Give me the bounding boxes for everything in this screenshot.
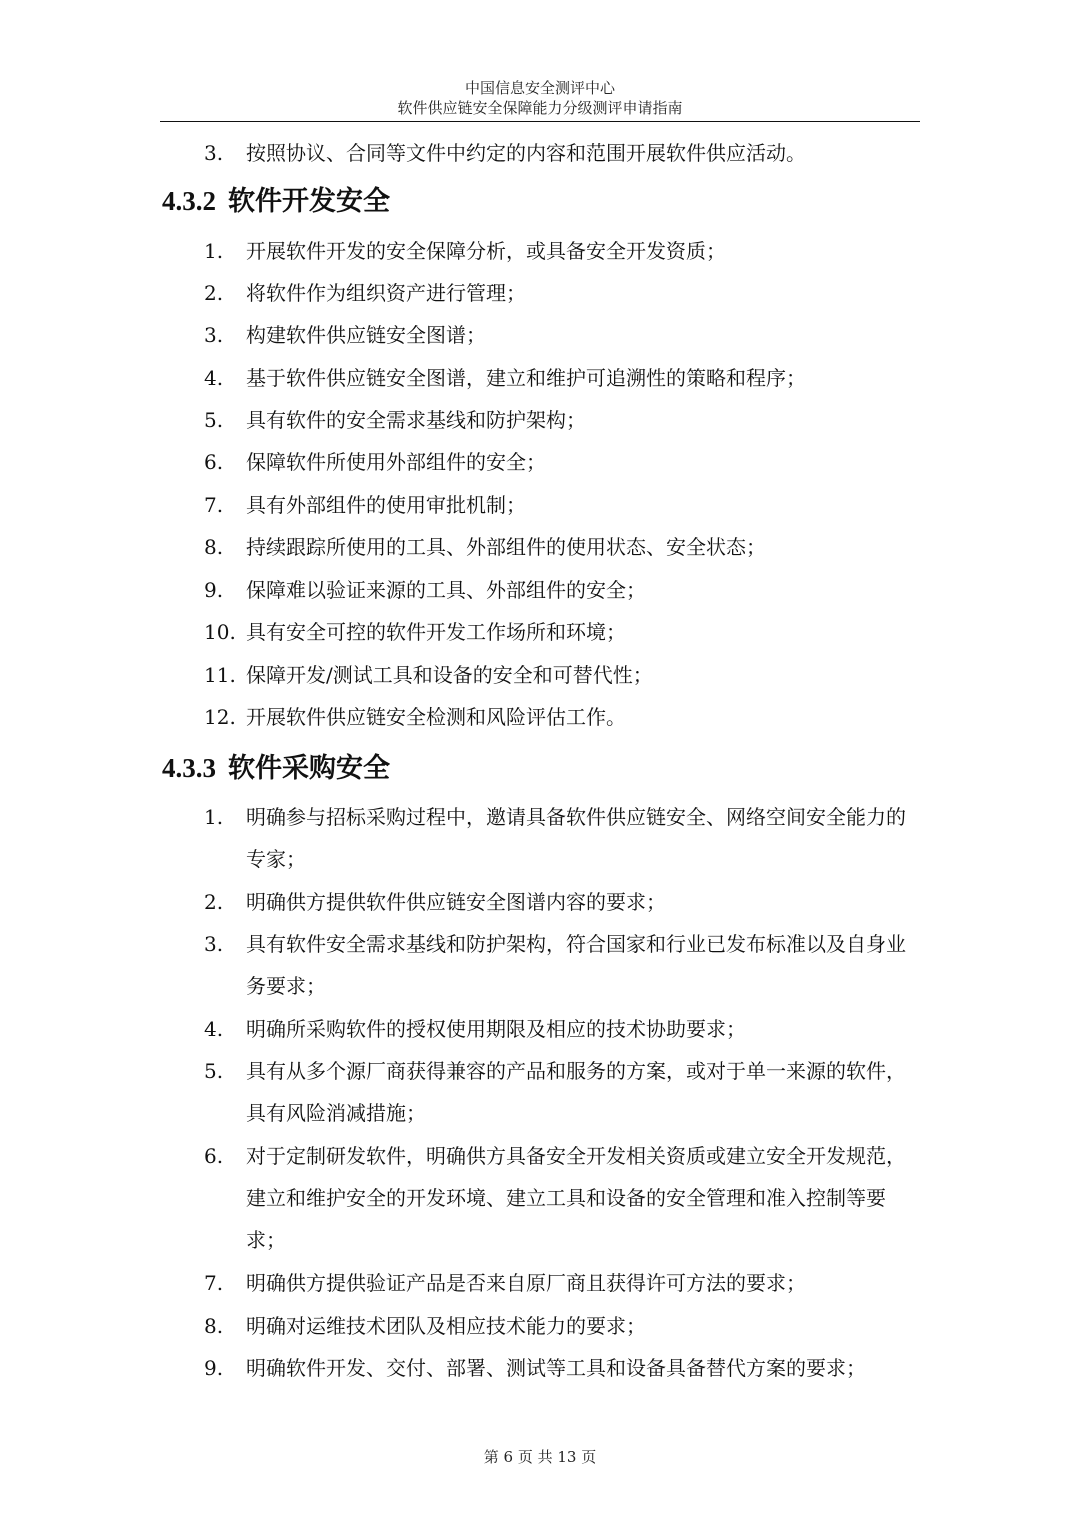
list-item-number: 9. — [204, 578, 224, 602]
list-item-number: 3. — [204, 323, 224, 347]
list-item — [204, 796, 924, 880]
list-item-number: 11. — [204, 663, 236, 687]
list-item — [204, 314, 924, 356]
list-item-number: 7. — [204, 1271, 224, 1295]
list-item-number: 2. — [204, 890, 224, 914]
list-item-text: 具有安全可控的软件开发工作场所和环境； — [246, 620, 626, 644]
list-item — [204, 441, 924, 483]
list-item-text: 明确参与招标采购过程中，邀请具备软件供应链安全、网络空间安全能力的专家； — [246, 805, 906, 871]
list-item — [204, 1347, 924, 1389]
section-title: 软件开发安全 — [228, 186, 390, 217]
list-item-text: 具有外部组件的使用审批机制； — [246, 493, 526, 517]
list-item-number: 3. — [204, 932, 224, 956]
list-item-text: 开展软件开发的安全保障分析，或具备安全开发资质； — [246, 239, 726, 263]
list-item-number: 9. — [204, 1356, 224, 1380]
section-heading-4-3-3 — [162, 748, 390, 789]
page-header — [160, 78, 920, 118]
header-document-title: 软件供应链安全保障能力分级测评申请指南 — [397, 99, 683, 117]
list-item — [204, 272, 924, 314]
list-item-number: 12. — [204, 705, 236, 729]
list-item — [204, 654, 924, 696]
section-title: 软件采购安全 — [228, 753, 390, 784]
list-item — [204, 1008, 924, 1050]
list-item-number: 5. — [204, 408, 224, 432]
list-item — [204, 1050, 924, 1134]
list-item-text: 明确对运维技术团队及相应技术能力的要求； — [246, 1314, 646, 1338]
list-item-number: 4. — [204, 366, 224, 390]
list-item — [204, 923, 924, 1007]
list-item-text: 明确供方提供验证产品是否来自原厂商且获得许可方法的要求； — [246, 1271, 806, 1295]
list-item — [204, 881, 924, 923]
list-item-text: 基于软件供应链安全图谱，建立和维护可追溯性的策略和程序； — [246, 366, 806, 390]
header-organization: 中国信息安全测评中心 — [464, 79, 615, 97]
list-item-text: 保障软件所使用外部组件的安全； — [246, 450, 546, 474]
list-item-text: 将软件作为组织资产进行管理； — [246, 281, 526, 305]
list-item — [204, 696, 924, 738]
list-item-text: 保障开发/测试工具和设备的安全和可替代性； — [246, 663, 653, 687]
list-item-text: 明确软件开发、交付、部署、测试等工具和设备具备替代方案的要求； — [246, 1356, 866, 1380]
list-item-text: 具有从多个源厂商获得兼容的产品和服务的方案，或对于单一来源的软件，具有风险消减措施； — [246, 1059, 906, 1125]
list-item-text: 持续跟踪所使用的工具、外部组件的使用状态、安全状态； — [246, 535, 766, 559]
header-divider — [160, 121, 920, 122]
list-item-number: 10. — [204, 620, 236, 644]
list-item-text: 构建软件供应链安全图谱； — [246, 323, 486, 347]
list-item-number: 6. — [204, 450, 224, 474]
list-item — [204, 132, 924, 174]
section-number: 4.3.3 — [162, 753, 216, 783]
page-footer — [160, 1446, 920, 1467]
list-item-text: 具有软件的安全需求基线和防护架构； — [246, 408, 586, 432]
list-item-number: 1. — [204, 239, 224, 263]
list-item — [204, 230, 924, 272]
list-item-text: 开展软件供应链安全检测和风险评估工作。 — [246, 705, 626, 729]
list-item-text: 具有软件安全需求基线和防护架构，符合国家和行业已发布标准以及自身业务要求； — [246, 932, 906, 998]
list-item-text: 按照协议、合同等文件中约定的内容和范围开展软件供应活动。 — [246, 141, 806, 165]
list-item-number: 5. — [204, 1059, 224, 1083]
list-item — [204, 1305, 924, 1347]
list-item-number: 8. — [204, 535, 224, 559]
list-item — [204, 1135, 924, 1261]
list-item-number: 6. — [204, 1144, 224, 1168]
list-item — [204, 611, 924, 653]
list-item-text: 对于定制研发软件，明确供方具备安全开发相关资质或建立安全开发规范，建立和维护安全的开发环境、建立工具和设备的安全管理和准入控制等要求； — [246, 1144, 906, 1252]
list-item — [204, 526, 924, 568]
list-item-number: 7. — [204, 493, 224, 517]
list-item — [204, 357, 924, 399]
list-item — [204, 569, 924, 611]
section-number: 4.3.2 — [162, 186, 216, 216]
list-item-number: 3. — [204, 141, 224, 165]
list-item-text: 明确供方提供软件供应链安全图谱内容的要求； — [246, 890, 666, 914]
list-item — [204, 399, 924, 441]
page-number: 第 6 页 共 13 页 — [483, 1448, 597, 1466]
list-item-text: 明确所采购软件的授权使用期限及相应的技术协助要求； — [246, 1017, 746, 1041]
list-item-number: 1. — [204, 805, 224, 829]
list-item-number: 8. — [204, 1314, 224, 1338]
list-item — [204, 1262, 924, 1304]
list-item-number: 4. — [204, 1017, 224, 1041]
list-item — [204, 484, 924, 526]
section-heading-4-3-2 — [162, 181, 390, 222]
list-item-text: 保障难以验证来源的工具、外部组件的安全； — [246, 578, 646, 602]
list-item-number: 2. — [204, 281, 224, 305]
